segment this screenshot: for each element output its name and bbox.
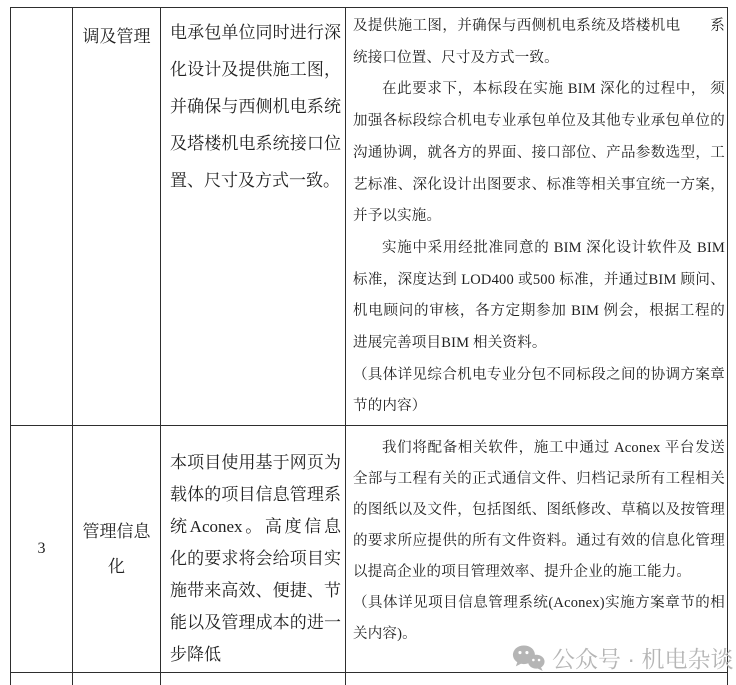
cell-row-number [11,8,73,426]
watermark-text: 公众号 · 机电杂谈 [552,646,734,672]
wechat-icon [512,644,545,672]
paragraph: 本项目使用基于网页为载体的项目信息管理系统Aconex。高度信息化的要求将会给项目实施带来高效、便捷、节能以及管理成本的进一步降低 [170,453,341,664]
paragraph: 我们将配备相关软件，施工中通过 Aconex 平台发送全部与工程有关的正式通信文件、归档记录所有工程相关的图纸以及文件，包括图纸、图纸修改、草稿以及按管理的要求所应提供的所有文件资料。通过有效的信息化管理以提高企业的项目管理效率、提升企业的施工能力。 [353,440,725,580]
paragraph: 在此要求下，本标段在实施 BIM 深化的过程中， 须加强各标段综合机电专业承包单位及其他专业承包单位的沟通协调，就各方的界面、接口部位、产品参数选型，工艺标准、深化设计出图要求、标准等相关事宜统一方案，并予以实施。 [353,81,725,225]
cell-description [161,426,346,673]
cell-detail [346,673,727,685]
watermark [512,641,733,674]
cell-category [73,673,161,685]
cell-detail [346,426,727,673]
spec-table [10,7,728,685]
paragraph: 实施中采用经批准同意的 BIM 深化设计软件及 BIM 标准，深度达到 LOD400 或500 标准，并通过BIM 顾问、机电顾问的审核，各方定期参加 BIM 例会，根据工程的进展完善项目BIM 相关资料。 [353,239,725,352]
paragraph: 及提供施工图，并确保与西侧机电系统及塔楼机电 系统接口位置、尺寸及方式一致。 [353,18,725,66]
cell-description [161,673,346,685]
cell-row-number: 3 [11,426,73,673]
cell-row-number [11,673,73,685]
paragraph: （具体详见综合机电专业分包不同标段之间的协调方案章节的内容） [353,366,725,415]
cell-description [161,8,346,426]
paragraph: 电承包单位同时进行深化设计及提供施工图，并确保与西侧机电系统及塔楼机电系统接口位置、尺寸及方式一致。 [170,23,341,190]
cell-category: 管理信息化 [73,426,161,673]
paragraph: （具体详见项目信息管理系统(Aconex)实施方案章节的相关内容)。 [353,595,725,642]
cell-category: 调及管理 [73,8,161,426]
cell-detail [346,8,727,426]
